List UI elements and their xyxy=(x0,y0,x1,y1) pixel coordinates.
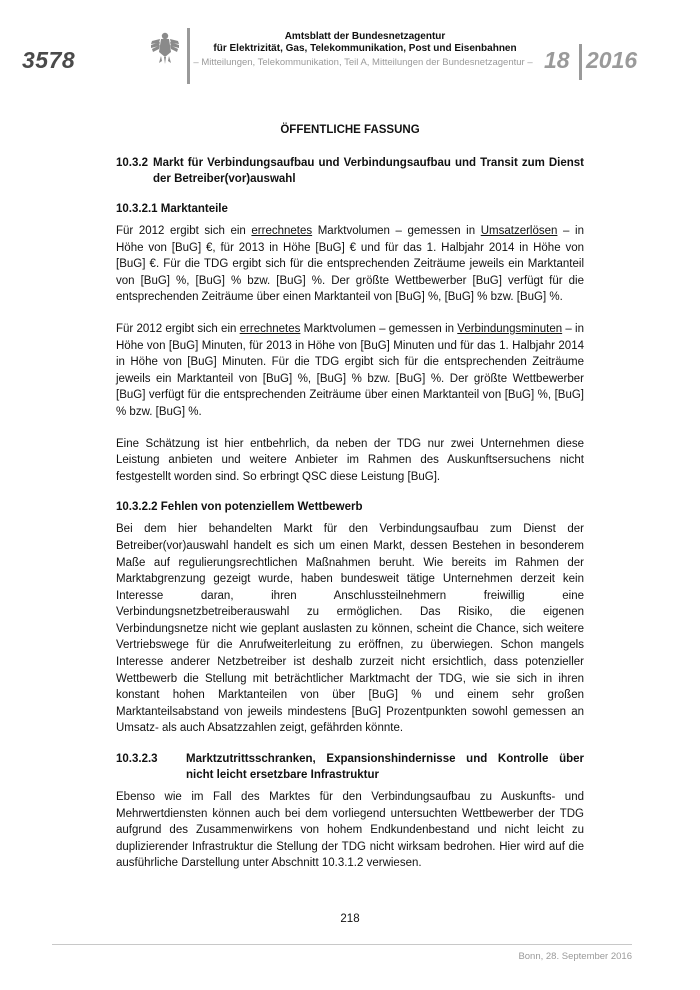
header-subtitle: – Mitteilungen, Telekommunikation, Teil A, Mitteilungen der Bundesnetzagentur – xyxy=(193,57,533,68)
underlined-term: Umsatzerlösen xyxy=(480,225,558,237)
header-divider xyxy=(187,28,190,84)
document-body xyxy=(116,124,584,872)
subsection-heading-3 xyxy=(116,751,584,783)
subsection-number: 10.3.2.3 xyxy=(116,753,158,766)
publisher-line-1: Amtsblatt der Bundesnetzagentur xyxy=(284,31,446,42)
publisher-line-2: für Elektrizität, Gas, Telekommunikation, Post und Eisenbahnen xyxy=(213,43,517,54)
paragraph: Für 2012 ergibt sich ein errechnetes Marktvolumen – gemessen in Umsatzerlösen – in Höhe von [BuG] €, für 2013 in Höhe [BuG] € und für das 1. Halbjahr 2014 in Höhe von [BuG] €. Für die TDG ergibt sich für die entsprechenden Zeiträume jeweils ein Marktanteil von [BuG] %, [BuG] % bzw. [BuG] %. Der größte Wettbewerber [BuG] verfügt für die entsprechenden Zeiträume über einen Marktanteil von [BuG] %, [BuG] % bzw. [BuG] %. xyxy=(116,225,584,304)
subsection-heading-1 xyxy=(116,201,584,217)
paragraph: Eine Schätzung ist hier entbehrlich, da neben der TDG nur zwei Unternehmen diese Leistung anbieten und weitere Anbieter im Rahmen des Auskunftsersuchens nicht festgestellt worden sind. So erbringt QSC diese Leistung [BuG]. xyxy=(116,437,584,483)
header-page-number: 3578 xyxy=(22,47,76,73)
paragraph: Bei dem hier behandelten Markt für den Verbindungsaufbau zum Dienst der Betreiber(vor)auswahl handelt es sich um einen Markt, dessen Bestehen in besonderem Maße auf regulierungsrechtlichen Maßnahmen beruht. Wie bereits im Rahmen der Marktabgrenzung gezeigt wurde, haben bundesweit tätige Unternehmen derzeit kein Interesse daran, ihren Anschlussteilnehmern freiwillig eine Verbindungsnetzbetreiberauswahl zu ermöglichen. Das Risiko, die eigenen Verbindungsnetze nicht wie geplant auslasten zu können, scheint die Chance, sich weitere Vertriebswege für die Anrufweiterleitung zu eröffnen, zu überwiegen. Schon mangels Interesse anderer Netzbetreiber ist deshalb zurzeit nicht ersichtlich, dass potenzieller Wettbewerb die Stellung mit beträchtlicher Marktmacht der TDG, wie sie sich in ihren konstant hohen Marktanteilen von über [BuG] % und einem sehr großen Marktanteilsabstand von jeweils mindestens [BuG] Prozentpunkten sowohl gemessen an Umsatz- als auch Absatzzahlen zeigt, gefährden könnte. xyxy=(116,523,584,735)
section-title: Markt für Verbindungsaufbau und Verbindungsaufbau und Transit zum Dienst der Betreiber(vor)auswahl xyxy=(153,157,584,185)
underlined-term: errechnetes xyxy=(239,322,301,335)
subsection-title: Marktanteile xyxy=(160,203,228,215)
underlined-term: Verbindungsminuten xyxy=(457,322,563,335)
subsection-heading-2 xyxy=(116,499,584,515)
section-heading xyxy=(116,155,584,187)
underlined-term: errechnetes xyxy=(251,225,313,237)
subsection-number: 10.3.2.2 xyxy=(116,501,158,514)
section-number: 10.3.2 xyxy=(116,157,148,169)
subsection-title: Marktzutrittsschranken, Expansionshindernisse und Kontrolle über nicht leicht ersetzbare Infrastruktur xyxy=(186,753,584,782)
issue-number: 18 xyxy=(544,47,570,73)
paragraph: Ebenso wie im Fall des Marktes für den Verbindungsaufbau zu Auskunfts- und Mehrwertdiensten können auch bei dem vorliegend untersuchten Wettbewerber der TDG aufgrund des Zusammenwirkens von hohem Endkundenbestand und nicht leicht zu duplizierender Infrastruktur die Stellung der TDG nicht wirksam bedrohen. Hier wird auf die ausführliche Darstellung unter Abschnitt 10.3.1.2 verwiesen. xyxy=(116,791,584,870)
footer-divider xyxy=(52,944,632,945)
document-title: ÖFFENTLICHE FASSUNG xyxy=(280,124,420,136)
issue-divider xyxy=(579,44,582,80)
federal-eagle-icon xyxy=(150,30,180,66)
footer-page-number: 218 xyxy=(340,913,360,925)
subsection-title: Fehlen von potenziellem Wettbewerb xyxy=(160,501,363,514)
paragraph: Für 2012 ergibt sich ein errechnetes Marktvolumen – gemessen in Verbindungsminuten – in Höhe von [BuG] Minuten, für 2013 in Höhe von [BuG] Minuten und für das 1. Halbjahr 2014 in Höhe von [BuG] Minuten. Für die TDG ergibt sich für die entsprechenden Zeiträume jeweils ein Marktanteil von [BuG] %, [BuG] % bzw. [BuG] %. Der größte Wettbewerber [BuG] verfügt für die entsprechenden Zeiträume über einen Marktanteil von [BuG] %, [BuG] % bzw. [BuG] %. xyxy=(116,322,584,418)
issue-year: 2016 xyxy=(586,47,638,73)
footer-place-date: Bonn, 28. September 2016 xyxy=(518,951,632,962)
subsection-number: 10.3.2.1 xyxy=(116,203,158,215)
